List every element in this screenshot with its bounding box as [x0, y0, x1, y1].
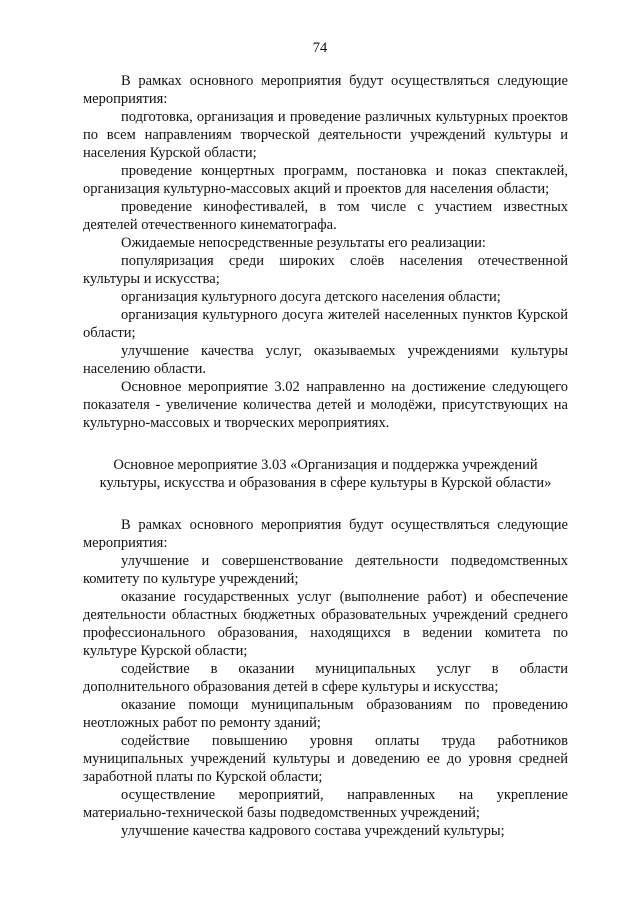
section2-intro: В рамках основного мероприятия будут осуществляться следующие мероприятия:: [83, 517, 568, 551]
section1-item: проведение концертных программ, постановка и показ спектаклей, организация культурно-массовых акций и проектов для населения области;: [83, 163, 568, 197]
result-item: улучшение качества услуг, оказываемых учреждениями культуры населению области.: [83, 343, 568, 377]
document-body: [83, 72, 568, 840]
section1-item: проведение кинофестивалей, в том числе с участием известных деятелей отечественного кинематографа.: [83, 199, 568, 233]
section2-item: улучшение качества кадрового состава учреждений культуры;: [121, 823, 505, 839]
section-heading: Основное мероприятие 3.03 «Организация и поддержка учреждений культуры, искусства и образования в сфере культуры в Курской области»: [99, 457, 552, 491]
section2-item: содействие повышению уровня оплаты труда работников муниципальных учреждений культуры и доведению ее до уровня средней заработной платы по Курской области;: [83, 733, 568, 785]
result-item: организация культурного досуга детского населения области;: [121, 289, 501, 305]
section2-item: улучшение и совершенствование деятельности подведомственных комитету по культуре учреждений;: [83, 553, 568, 587]
section1-item: подготовка, организация и проведение различных культурных проектов по всем направлениям творческой деятельности учреждений культуры и населения Курской области;: [83, 109, 568, 161]
section2-item: содействие в оказании муниципальных услуг в области дополнительного образования детей в сфере культуры и искусства;: [83, 661, 568, 695]
results-intro: Ожидаемые непосредственные результаты его реализации:: [121, 235, 486, 251]
section2-item: оказание помощи муниципальным образованиям по проведению неотложных работ по ремонту зданий;: [83, 697, 568, 731]
section1-intro: В рамках основного мероприятия будут осуществляться следующие мероприятия:: [83, 73, 568, 107]
result-item: организация культурного досуга жителей населенных пунктов Курской области;: [83, 307, 568, 341]
section2-item: оказание государственных услуг (выполнение работ) и обеспечение деятельности областных бюджетных образовательных учреждений среднего профессионального образования, находящихся в ведении комитета по культуре Курской области;: [83, 589, 568, 659]
target-paragraph: Основное мероприятие 3.02 направленно на достижение следующего показателя - увеличение количества детей и молодёжи, присутствующих на культурно-массовых и творческих мероприятиях.: [83, 379, 568, 431]
result-item: популяризация среди широких слоёв населения отечественной культуры и искусства;: [83, 253, 568, 287]
section2-item: осуществление мероприятий, направленных на укрепление материально-технической базы подведомственных учреждений;: [83, 787, 568, 821]
page-number: 74: [312, 40, 328, 56]
